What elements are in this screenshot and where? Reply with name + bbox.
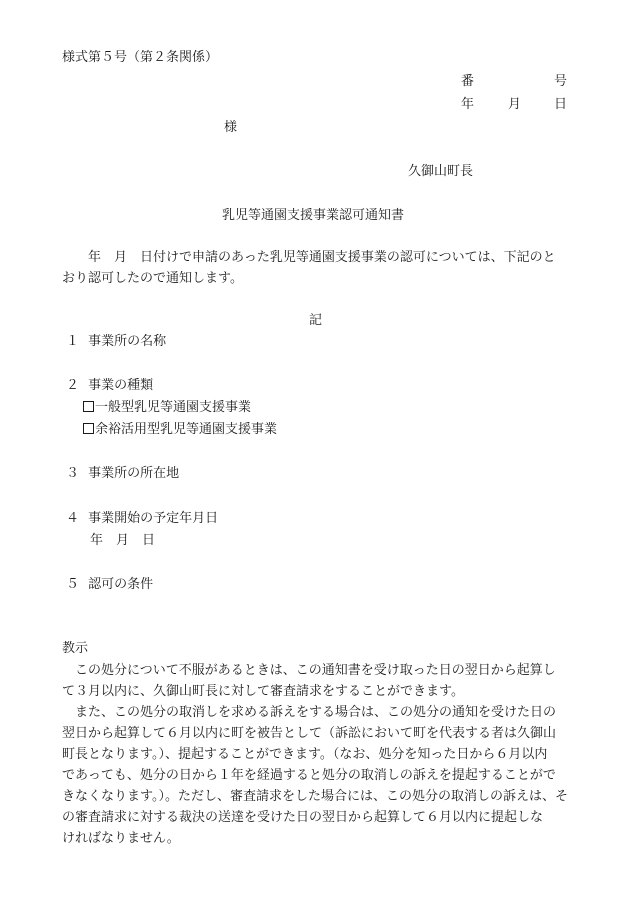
form-label: 様式第５号（第２条関係） <box>62 50 219 65</box>
checkbox-icon[interactable] <box>83 401 94 412</box>
item-4-label: 事業開始の予定年月日 <box>88 511 219 526</box>
notice-line: の審査請求に対する裁決の送達を受けた日の翌日から起算して６月以内に提起しな <box>62 810 544 825</box>
document-number-go: 号 <box>554 74 568 89</box>
document-title: 乳児等通園支援事業認可通知書 <box>222 208 405 223</box>
item-5-number: ５ <box>66 577 80 592</box>
checkbox-icon[interactable] <box>83 423 94 434</box>
sender-name: 久御山町長 <box>408 164 474 179</box>
item-1-label: 事業所の名称 <box>88 334 167 349</box>
document-number-ban: 番 <box>461 74 475 89</box>
notice-line: また、この処分の取消しを求める訴えをする場合は、この処分の通知を受けた日の <box>62 705 557 720</box>
item-2-option-1[interactable] <box>83 398 251 418</box>
date-day: 日 <box>554 97 568 112</box>
notice-line: この処分について不服があるときは、この通知書を受け取った日の翌日から起算し <box>62 663 556 678</box>
body-line-2: おり認可したので通知します。 <box>62 271 243 286</box>
item-2-label: 事業の種類 <box>88 378 154 393</box>
item-2 <box>66 376 153 396</box>
item-5-label: 認可の条件 <box>88 577 154 592</box>
item-5 <box>66 575 153 595</box>
notice-line: て３月以内に、久御山町長に対して審査請求をすることができます。 <box>62 684 464 699</box>
item-2-option-2[interactable] <box>83 420 277 440</box>
notice-heading: 教示 <box>62 641 89 656</box>
date-year: 年 <box>461 97 475 112</box>
notice-line: 町長となります。）、提起することができます。（なお、処分を知った日から６月以内 <box>62 747 548 762</box>
item-1-number: １ <box>66 334 80 349</box>
notice-line: 翌日から起算して６月以内に町を被告として（訴訟において町を代表する者は久御山 <box>62 726 557 741</box>
item-2-option-1-label: 一般型乳児等通園支援事業 <box>95 400 252 415</box>
notice-line: であっても、処分の日から１年を経過すると処分の取消しの訴えを提起することがで <box>62 768 556 783</box>
item-3-label: 事業所の所在地 <box>88 466 180 481</box>
item-4 <box>66 509 218 529</box>
item-1 <box>66 332 166 352</box>
notice-line: きなくなります。）。ただし、審査請求をした場合には、この処分の取消しの訴えは、そ <box>62 789 568 804</box>
item-4-number: ４ <box>66 511 80 526</box>
item-4-date: 年 月 日 <box>90 533 156 548</box>
body-line-1: 年 月 日付けで申請のあった乳児等通園支援事業の認可については、下記のと <box>62 250 556 265</box>
item-2-option-2-label: 余裕活用型乳児等通園支援事業 <box>95 422 278 437</box>
date-month: 月 <box>508 97 522 112</box>
item-3-number: ３ <box>66 466 80 481</box>
item-2-number: ２ <box>66 378 80 393</box>
addressee-suffix: 様 <box>224 120 238 135</box>
ki-heading: 記 <box>309 313 323 328</box>
item-3 <box>66 464 179 484</box>
notice-line: ければなりません。 <box>62 831 180 846</box>
